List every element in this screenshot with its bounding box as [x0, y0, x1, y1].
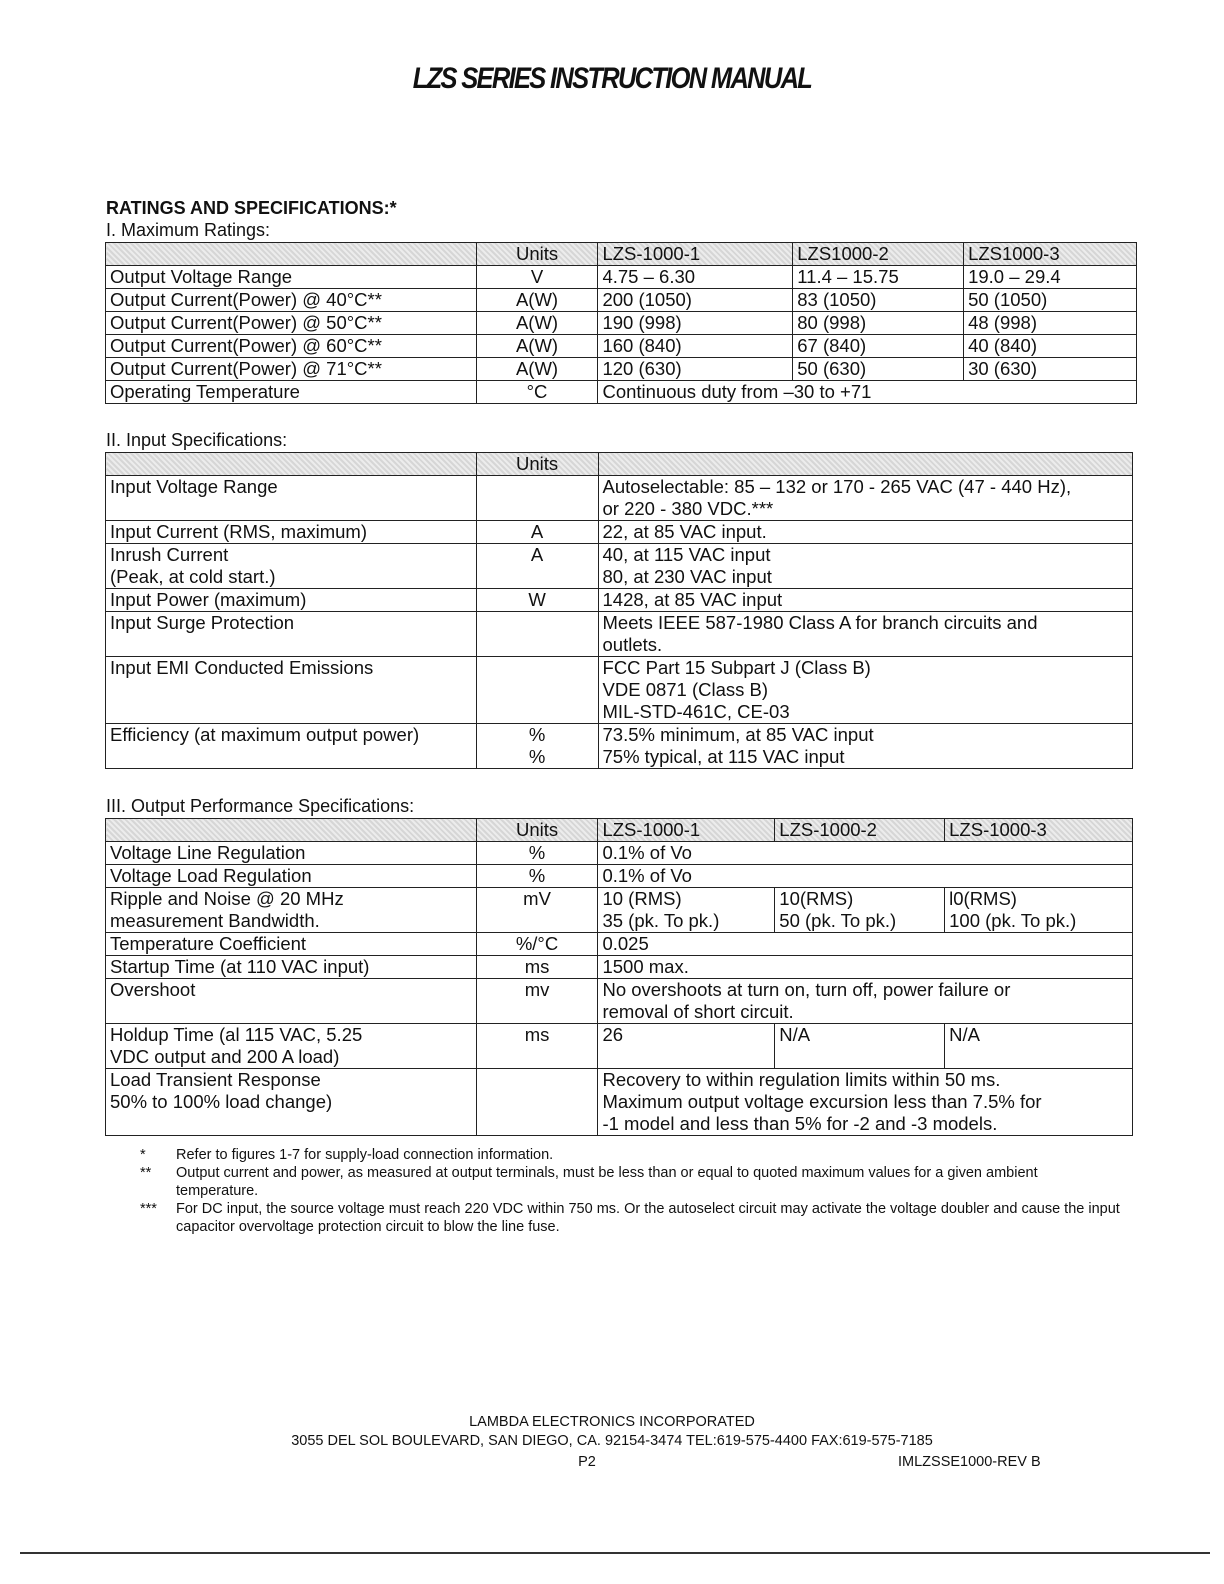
value-cell: 10(RMS) 50 (pk. To pk.) [775, 888, 945, 933]
column-header [598, 453, 1132, 476]
row-label: Input Voltage Range [106, 476, 477, 521]
column-header: Units [476, 819, 598, 842]
value-cell: 0.1% of Vo [598, 842, 1133, 865]
value-cell: 190 (998) [598, 312, 793, 335]
row-label: Output Current(Power) @ 71°C** [106, 358, 477, 381]
units-cell [476, 476, 598, 521]
table-header-row [106, 243, 1137, 266]
document-id: IMLZSSE1000-REV B [898, 1454, 1041, 1470]
row-label: Ripple and Noise @ 20 MHz measurement Bandwidth. [106, 888, 477, 933]
units-cell: % [476, 865, 598, 888]
value-cell: Continuous duty from –30 to +71 [598, 381, 1137, 404]
units-cell: A(W) [476, 312, 598, 335]
units-cell: % [476, 842, 598, 865]
units-cell [476, 612, 598, 657]
value-cell: 48 (998) [964, 312, 1137, 335]
row-label: Output Current(Power) @ 50°C** [106, 312, 477, 335]
footer-company: LAMBDA ELECTRONICS INCORPORATED [469, 1414, 755, 1430]
units-cell: ms [476, 956, 598, 979]
row-label: Voltage Load Regulation [106, 865, 477, 888]
table-row [106, 1069, 1133, 1136]
value-cell: Recovery to within regulation limits within 50 ms. Maximum output voltage excursion less than 7.5% for -1 model and less than 5% for -2 and -3 models. [598, 1069, 1133, 1136]
ratings-heading: RATINGS AND SPECIFICATIONS:* [106, 198, 397, 218]
value-cell: FCC Part 15 Subpart J (Class B) VDE 0871 (Class B) MIL-STD-461C, CE-03 [598, 657, 1132, 724]
row-label: Load Transient Response 50% to 100% load change) [106, 1069, 477, 1136]
value-cell: 1428, at 85 VAC input [598, 589, 1132, 612]
row-label: Holdup Time (al 115 VAC, 5.25 VDC output and 200 A load) [106, 1024, 477, 1069]
manual-title: LZS SERIES INSTRUCTION MANUAL [412, 62, 812, 95]
section3-title: III. Output Performance Specifications: [106, 796, 415, 816]
value-cell: 80 (998) [793, 312, 964, 335]
row-label: Input EMI Conducted Emissions [106, 657, 477, 724]
column-header [106, 819, 477, 842]
column-header: LZS-1000-2 [775, 819, 945, 842]
units-cell [476, 1069, 598, 1136]
table-header-row [106, 819, 1133, 842]
value-cell: 26 [598, 1024, 775, 1069]
value-cell: 4.75 – 6.30 [598, 266, 793, 289]
value-cell: 160 (840) [598, 335, 793, 358]
footnote-1: * Refer to figures 1-7 for supply-load connection information. [140, 1147, 554, 1163]
row-label: Overshoot [106, 979, 477, 1024]
section2-title: II. Input Specifications: [106, 430, 288, 450]
bottom-rule [20, 1552, 1210, 1554]
row-label: Operating Temperature [106, 381, 477, 404]
footer-address: 3055 DEL SOL BOULEVARD, SAN DIEGO, CA. 92154-3474 TEL:619-575-4400 FAX:619-575-7185 [291, 1433, 933, 1449]
table-row [106, 724, 1133, 769]
units-cell: A(W) [476, 335, 598, 358]
units-cell: A [476, 521, 598, 544]
column-header: Units [476, 453, 598, 476]
column-header: LZS-1000-1 [598, 243, 793, 266]
table-row [106, 589, 1133, 612]
table-row [106, 956, 1133, 979]
column-header: Units [476, 243, 598, 266]
value-cell: Autoselectable: 85 – 132 or 170 - 265 VAC (47 - 440 Hz), or 220 - 380 VDC.*** [598, 476, 1132, 521]
value-cell: 40 (840) [964, 335, 1137, 358]
units-cell [476, 657, 598, 724]
value-cell: 22, at 85 VAC input. [598, 521, 1132, 544]
value-cell: 50 (1050) [964, 289, 1137, 312]
column-header [106, 453, 477, 476]
units-cell: %/°C [476, 933, 598, 956]
value-cell: 67 (840) [793, 335, 964, 358]
table-row [106, 657, 1133, 724]
column-header: LZS1000-3 [964, 243, 1137, 266]
units-cell: W [476, 589, 598, 612]
table-row [106, 1024, 1133, 1069]
value-cell: 120 (630) [598, 358, 793, 381]
footnote-3: *** For DC input, the source voltage must reach 220 VDC within 750 ms. Or the autoselect circuit may activate the voltage doubler and cause the input capacitor overvoltage protection circuit to blow the line fuse. [140, 1201, 1120, 1235]
footnote-2: ** Output current and power, as measured at output terminals, must be less than or equal to quoted maximum values for a given ambient temperature. [140, 1165, 1038, 1199]
row-label: Output Current(Power) @ 60°C** [106, 335, 477, 358]
row-label: Output Current(Power) @ 40°C** [106, 289, 477, 312]
row-label: Input Power (maximum) [106, 589, 477, 612]
value-cell: Meets IEEE 587-1980 Class A for branch circuits and outlets. [598, 612, 1132, 657]
row-label: Startup Time (at 110 VAC input) [106, 956, 477, 979]
units-cell: mv [476, 979, 598, 1024]
row-label: Output Voltage Range [106, 266, 477, 289]
value-cell: 40, at 115 VAC input 80, at 230 VAC input [598, 544, 1132, 589]
column-header: LZS1000-2 [793, 243, 964, 266]
table-row [106, 289, 1137, 312]
table-row [106, 335, 1137, 358]
value-cell: 50 (630) [793, 358, 964, 381]
value-cell: 11.4 – 15.75 [793, 266, 964, 289]
value-cell: N/A [775, 1024, 945, 1069]
value-cell: 10 (RMS) 35 (pk. To pk.) [598, 888, 775, 933]
value-cell: 19.0 – 29.4 [964, 266, 1137, 289]
section1-title: I. Maximum Ratings: [106, 220, 271, 240]
row-label: Input Surge Protection [106, 612, 477, 657]
row-label: Temperature Coefficient [106, 933, 477, 956]
units-cell: °C [476, 381, 598, 404]
table-row [106, 888, 1133, 933]
units-cell: A(W) [476, 358, 598, 381]
units-cell: mV [476, 888, 598, 933]
value-cell: 0.1% of Vo [598, 865, 1133, 888]
table-row [106, 979, 1133, 1024]
value-cell: N/A [945, 1024, 1133, 1069]
value-cell: l0(RMS) 100 (pk. To pk.) [945, 888, 1133, 933]
units-cell: A [476, 544, 598, 589]
value-cell: No overshoots at turn on, turn off, power failure or removal of short circuit. [598, 979, 1133, 1024]
maximum-ratings-table [105, 242, 1137, 404]
table-row [106, 358, 1137, 381]
value-cell: 83 (1050) [793, 289, 964, 312]
units-cell: ms [476, 1024, 598, 1069]
table-row [106, 521, 1133, 544]
row-label: Input Current (RMS, maximum) [106, 521, 477, 544]
value-cell: 0.025 [598, 933, 1133, 956]
table-row [106, 381, 1137, 404]
value-cell: 1500 max. [598, 956, 1133, 979]
row-label: Inrush Current (Peak, at cold start.) [106, 544, 477, 589]
row-label: Efficiency (at maximum output power) [106, 724, 477, 769]
table-row [106, 612, 1133, 657]
table-row [106, 544, 1133, 589]
table-header-row [106, 453, 1133, 476]
column-header [106, 243, 477, 266]
row-label: Voltage Line Regulation [106, 842, 477, 865]
table-row [106, 933, 1133, 956]
input-specifications-table [105, 452, 1133, 769]
page-number: P2 [578, 1454, 596, 1470]
table-row [106, 842, 1133, 865]
units-cell: V [476, 266, 598, 289]
units-cell: A(W) [476, 289, 598, 312]
table-row [106, 312, 1137, 335]
output-performance-table [105, 818, 1133, 1136]
table-row [106, 266, 1137, 289]
column-header: LZS-1000-1 [598, 819, 775, 842]
value-cell: 200 (1050) [598, 289, 793, 312]
value-cell: 73.5% minimum, at 85 VAC input 75% typical, at 115 VAC input [598, 724, 1132, 769]
value-cell: 30 (630) [964, 358, 1137, 381]
table-row [106, 865, 1133, 888]
table-row [106, 476, 1133, 521]
column-header: LZS-1000-3 [945, 819, 1133, 842]
units-cell: % % [476, 724, 598, 769]
